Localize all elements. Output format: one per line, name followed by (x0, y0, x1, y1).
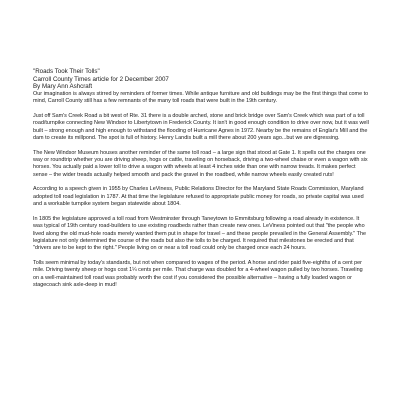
intro-paragraph: Our imagination is always stirred by reminders of former times. While antique furniture and old buildings may be the first things that come to mind, Carroll County still has a few remnants of the many toll roads that were built in the 19th century. (33, 90, 369, 105)
article-byline: By Mary Ann Ashcraft (33, 83, 93, 91)
paragraph-gap (33, 179, 369, 186)
body-paragraph-2: The New Windsor Museum houses another reminder of the same toll road – a large sign that stood at Gate 1. It spells out the charges one way or roundtrip whether you are driving sheep, hogs or cattle, traveling on horseback, driving a two-wheel chaise or even a wagon with six horses. You actually paid a lower toll to drive a wagon with wheels at least 4 inches wide than one with narrow treads. It makes perfect sense – the wider treads actually helped smooth and pack the gravel in the roadbed, while narrow wheels easily created ruts! (33, 149, 368, 178)
article-title: "Roads Took Their Tolls" (33, 68, 100, 75)
body-paragraph-3: According to a speech given in 1955 by Charles LeViness, Public Relations Director for the Maryland State Roads Commission, Maryland adopted toll road legislation in 1787. At that time the legislature refused to appropriate public money for roads, so private capital was used and a workable turnpike system began statewide about 1804. (33, 186, 364, 208)
body-paragraph-4: In 1805 the legislature approved a toll road from Westminster through Taneytown to Emmitsburg following a road already in existence. It was typical of 19th century road-builders to use existing roadbeds rather than create new ones. LeViness pointed out that "the people who lived along the old mud-hole roads merely wanted them put in shape for travel – and these people prevailed in the General Assembly." The legislature not only determined the course of the roads but also the tolls to be charged. It required that milestones be erected and that "drivers are to be kept to the right." People living on or near a toll road could only be charged once each 24 hours. (33, 215, 367, 252)
body-paragraph-5: Tolls seem minimal by today's standards, but not when compared to wages of the period. A horse and rider paid five-eighths of a cent per mile. Driving twenty sheep or hogs cost 1¼ cents per mile. That charge was doubled for a 4-wheel wagon pulled by two horses. Traveling on a well-maintained toll road was probably worth the cost if you considered the possible alternative – having a fully loaded wagon or stagecoach sink axle-deep in mud! (33, 259, 363, 289)
paragraph-gap (33, 143, 369, 150)
paragraph-gap (33, 209, 369, 216)
article-subtitle: Carroll County Times article for 2 December 2007 (33, 75, 169, 83)
paragraph-gap (33, 253, 369, 260)
paragraph-gap (33, 106, 369, 113)
body-paragraph-1: Just off Sam's Creek Road a bit west of Rte. 31 there is a double arched, stone and brick bridge over Sam's Creek which was part of a toll road/turnpike connecting New Windsor to Libertytown in Frederick County. It isn't in good enough condition to drive over now, but it was well built – strong enough and high enough to withstand the flooding of Hurricane Agnes in 1972. Nearby be the remains of Englar's Mill and the dam to create its millpond. The spot is full of history. Henry Landis built a mill there about 200 years ago...but we are digressing. (33, 112, 369, 142)
document-page (33, 68, 369, 290)
